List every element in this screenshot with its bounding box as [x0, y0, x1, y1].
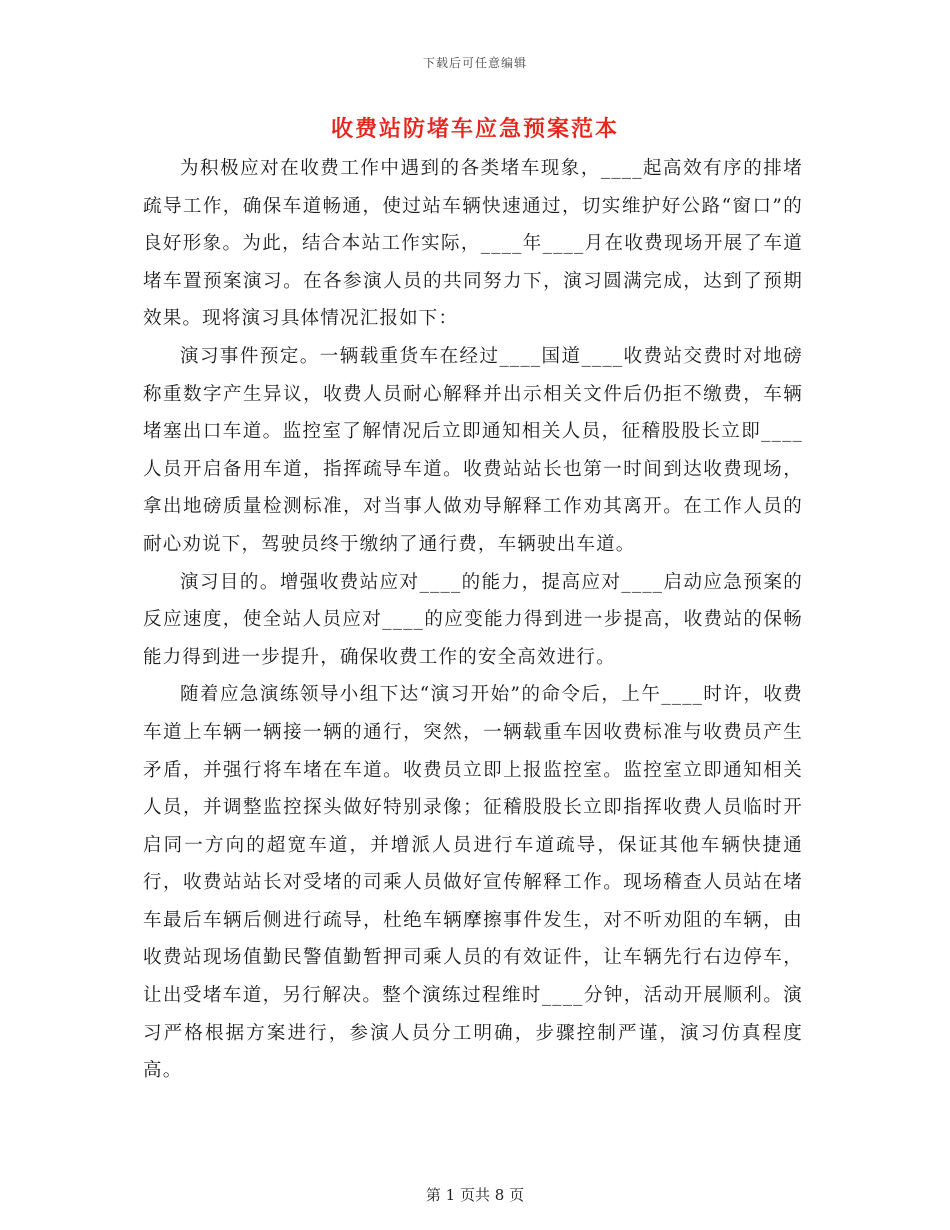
- paragraph-intro: 为积极应对在收费工作中遇到的各类堵车现象，____起高效有序的排堵疏导工作，确保车道畅通，使过站车辆快速通过，切实维护好公路“窗口”的良好形象。为此，结合本站工作实际，____年____月在收费现场开展了车道堵车置预案演习。在各参演人员的共同努力下，演习圆满完成，达到了预期效果。现将演习具体情况汇报如下：: [143, 158, 803, 330]
- document-body: [143, 150, 803, 1090]
- paragraph-event: 演习事件预定。一辆载重货车在经过____国道____收费站交费时对地磅称重数字产生异议，收费人员耐心解释并出示相关文件后仍拒不缴费，车辆堵塞出口车道。监控室了解情况后立即通知相关人员，征稽股股长立即____人员开启备用车道，指挥疏导车道。收费站站长也第一时间到达收费现场，拿出地磅质量检测标准，对当事人做劝导解释工作劝其离开。在工作人员的耐心劝说下，驾驶员终于缴纳了通行费，车辆驶出车道。: [143, 345, 803, 555]
- paragraph-purpose: 演习目的。增强收费站应对____的能力，提高应对____启动应急预案的反应速度，使全站人员应对____的应变能力得到进一步提高，收费站的保畅能力得到进一步提升，确保收费工作的安全高效进行。: [143, 571, 803, 668]
- document-title: 收费站防堵车应急预案范本: [330, 116, 619, 142]
- page-footer: 第 1 页共 8 页: [425, 1186, 525, 1204]
- paragraph-process: 随着应急演练领导小组下达“演习开始”的命令后，上午____时许，收费车道上车辆一辆接一辆的通行，突然，一辆载重车因收费标准与收费员产生矛盾，并强行将车堵在车道。收费员立即上报监控室。监控室立即通知相关人员，并调整监控探头做好特别录像；征稽股股长立即指挥收费人员临时开启同一方向的超宽车道，并增派人员进行车道疏导，保证其他车辆快捷通行，收费站站长对受堵的司乘人员做好宣传解释工作。现场稽查人员站在堵车最后车辆后侧进行疏导，杜绝车辆摩擦事件发生，对不听劝阻的车辆，由收费站现场值勤民警值勤暂押司乘人员的有效证件，让车辆先行右边停车，让出受堵车道，另行解决。整个演练过程维时____分钟，活动开展顺利。演习严格根据方案进行，参演人员分工明确，步骤控制严谨，演习仿真程度高。: [143, 684, 803, 1082]
- header-note: 下载后可任意编辑: [422, 56, 527, 70]
